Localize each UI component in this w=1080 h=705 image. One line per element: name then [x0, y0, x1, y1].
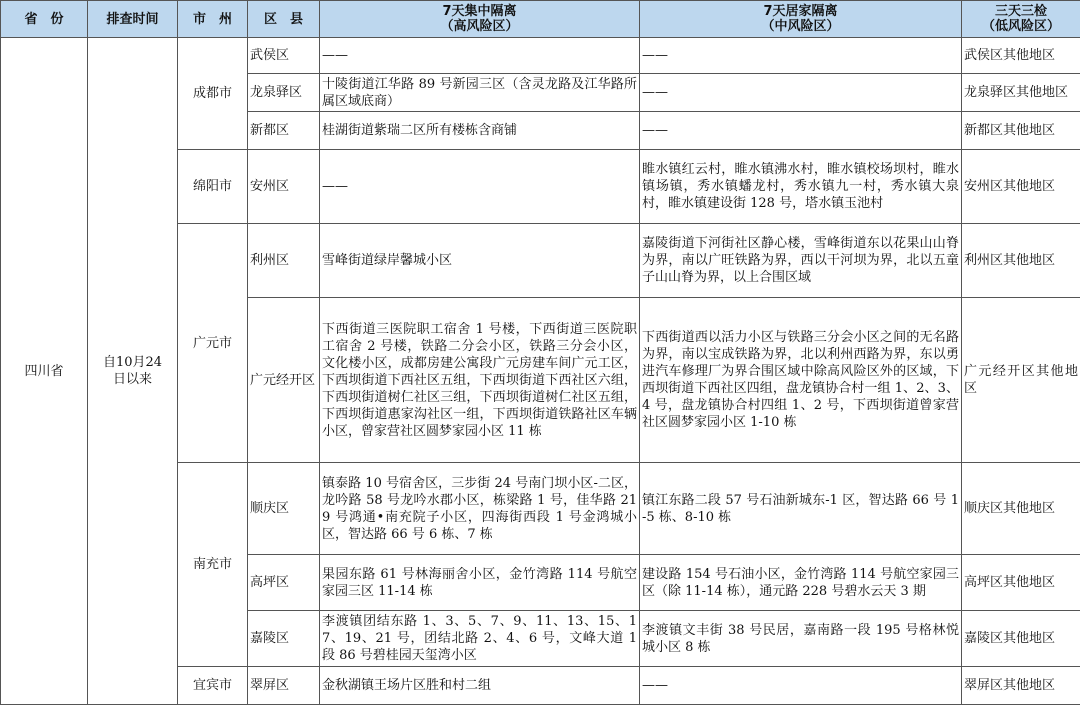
low-risk-cell: 新都区其他地区	[962, 112, 1080, 150]
low-risk-cell: 嘉陵区其他地区	[962, 611, 1080, 667]
high-risk-cell: 镇泰路 10 号宿舍区，三步街 24 号南门坝小区-二区，龙吟路 58 号龙吟水郡小区，栋梁路 1 号，佳华路 219 号鸿通•南充院子小区，四海街西段 1 号金鸿城小区，智达路 66 号 6 栋、7 栋	[320, 463, 640, 555]
header-city: 市 州	[178, 1, 248, 38]
header-low-line2: （低风险区）	[981, 19, 1060, 34]
mid-risk-cell: ——	[640, 667, 962, 705]
high-risk-cell: 李渡镇团结东路 1、3、5、7、9、11、13、15、17、19、21 号，团结北路 2、4、6 号，文峰大道 1 段 86 号碧桂园天玺湾小区	[320, 611, 640, 667]
high-risk-cell: ——	[320, 38, 640, 74]
header-mid-line2: （中风险区）	[761, 19, 840, 34]
header-high-line2: （高风险区）	[440, 19, 519, 34]
city-cell-chengdu: 成都市	[178, 38, 248, 150]
district-cell: 翠屏区	[248, 667, 320, 705]
high-risk-cell: 十陵街道江华路 89 号新园三区（含灵龙路及江华路所属区域底商）	[320, 74, 640, 112]
low-risk-cell: 广元经开区其他地区	[962, 298, 1080, 463]
header-mid-risk	[640, 1, 962, 38]
high-risk-cell: 桂湖街道紫瑞二区所有楼栋含商铺	[320, 112, 640, 150]
city-cell-nanchong: 南充市	[178, 463, 248, 667]
mid-risk-cell: 嘉陵街道下河街社区静心楼，雪峰街道东以花果山山脊为界，南以广旺铁路为界，西以干河坝为界，北以五童子山山脊为界，以上合围区域	[640, 224, 962, 298]
high-risk-cell: ——	[320, 150, 640, 224]
district-cell: 新都区	[248, 112, 320, 150]
district-cell: 龙泉驿区	[248, 74, 320, 112]
low-risk-cell: 顺庆区其他地区	[962, 463, 1080, 555]
mid-risk-cell: 下西街道西以活力小区与铁路三分会小区之间的无名路为界，南以宝成铁路为界，北以利州西路为界，东以勇进汽车修理厂为界合围区域中除高风险区外的区域，下西坝街道下西社区四组，盘龙镇协合村一组 1、2、3、4 号，盘龙镇协合村四组 1、2 号，下西坝街道曾家营社区圆梦家园小区 1-10 栋	[640, 298, 962, 463]
table-row	[1, 38, 1080, 74]
header-low-line1: 三天三检	[994, 4, 1047, 19]
mid-risk-cell: ——	[640, 74, 962, 112]
district-cell: 武侯区	[248, 38, 320, 74]
header-mid-line1: 7天居家隔离	[763, 4, 838, 19]
city-cell-yibin: 宜宾市	[178, 667, 248, 705]
mid-risk-cell: ——	[640, 38, 962, 74]
district-cell: 广元经开区	[248, 298, 320, 463]
city-cell-guangyuan: 广元市	[178, 224, 248, 463]
header-time: 排查时间	[88, 1, 178, 38]
low-risk-cell: 翠屏区其他地区	[962, 667, 1080, 705]
district-cell: 顺庆区	[248, 463, 320, 555]
district-cell: 安州区	[248, 150, 320, 224]
mid-risk-cell: 镇江东路二段 57 号石油新城东-1 区，智达路 66 号 1-5 栋、8-10 栋	[640, 463, 962, 555]
header-high-line1: 7天集中隔离	[442, 4, 517, 19]
low-risk-cell: 利州区其他地区	[962, 224, 1080, 298]
mid-risk-cell: 李渡镇文丰街 38 号民居，嘉南路一段 195 号格林悦城小区 8 栋	[640, 611, 962, 667]
high-risk-cell: 果园东路 61 号林海丽舍小区，金竹湾路 114 号航空家园三区 11-14 栋	[320, 555, 640, 611]
high-risk-cell: 下西街道三医院职工宿舍 1 号楼，下西街道三医院职工宿舍 2 号楼，铁路二分会小区，铁路三分会小区，文化楼小区，成都房建公寓段广元房建车间广元工区，下西坝街道下西社区五组，下西坝街道下西社区六组，下西坝街道树仁社区三组，下西坝街道树仁社区五组，下西坝街道惠家沟社区一组，下西坝街道铁路社区车辆小区，曾家营社区圆梦家园小区 11 栋	[320, 298, 640, 463]
low-risk-cell: 安州区其他地区	[962, 150, 1080, 224]
province-cell: 四川省	[1, 38, 88, 705]
time-cell: 自10月24日以来	[88, 38, 178, 705]
low-risk-cell: 高坪区其他地区	[962, 555, 1080, 611]
mid-risk-cell: 建设路 154 号石油小区，金竹湾路 114 号航空家园三区（除 11-14 栋），通元路 228 号碧水云天 3 期	[640, 555, 962, 611]
mid-risk-cell: 睢水镇红云村，睢水镇沸水村，睢水镇校场坝村，睢水镇场镇，秀水镇蟠龙村，秀水镇九一村，秀水镇大泉村，睢水镇建设街 128 号，塔水镇玉池村	[640, 150, 962, 224]
city-cell-mianyang: 绵阳市	[178, 150, 248, 224]
district-cell: 利州区	[248, 224, 320, 298]
high-risk-cell: 金秋湖镇王场片区胜和村二组	[320, 667, 640, 705]
low-risk-cell: 武侯区其他地区	[962, 38, 1080, 74]
low-risk-cell: 龙泉驿区其他地区	[962, 74, 1080, 112]
mid-risk-cell: ——	[640, 112, 962, 150]
header-row	[1, 1, 1080, 38]
header-high-risk	[320, 1, 640, 38]
district-cell: 高坪区	[248, 555, 320, 611]
header-low-risk	[962, 1, 1080, 38]
header-district: 区 县	[248, 1, 320, 38]
high-risk-cell: 雪峰街道绿岸馨城小区	[320, 224, 640, 298]
district-cell: 嘉陵区	[248, 611, 320, 667]
header-province: 省 份	[1, 1, 88, 38]
